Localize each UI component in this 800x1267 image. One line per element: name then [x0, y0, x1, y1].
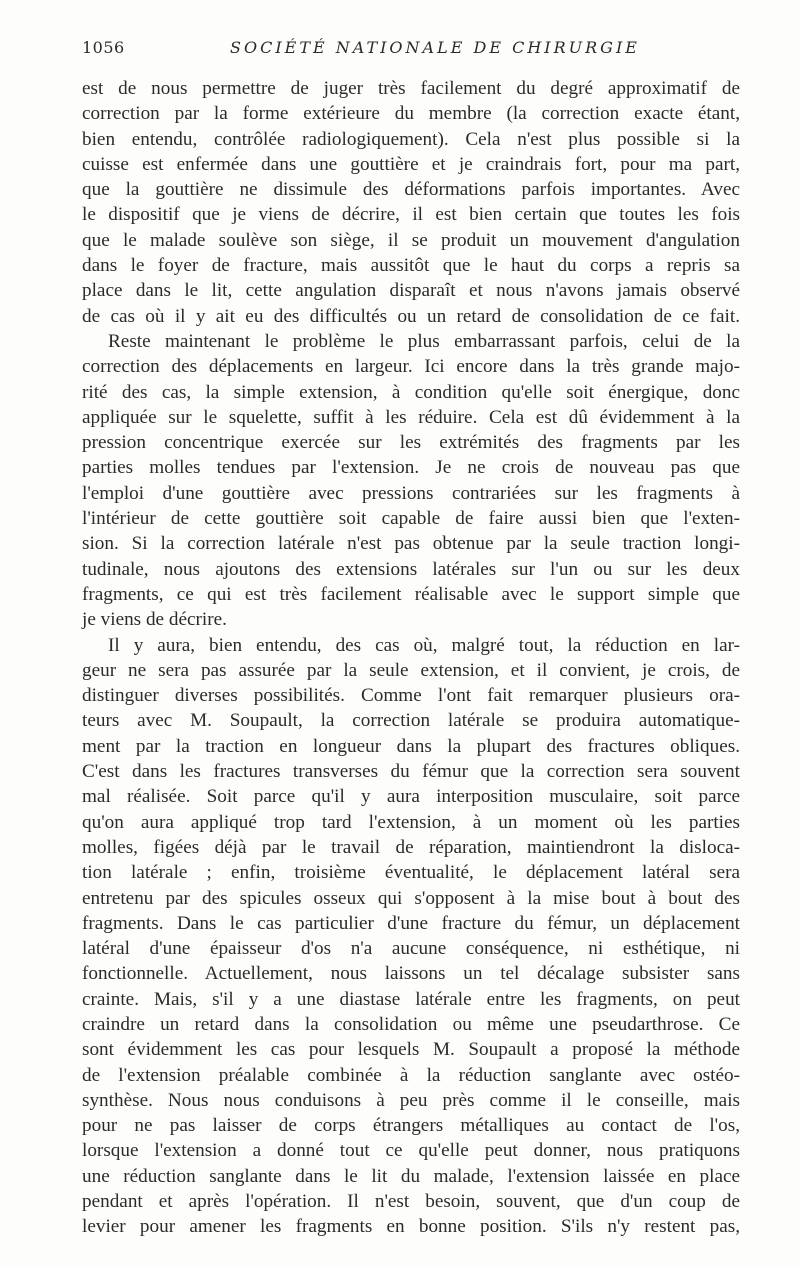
running-title: SOCIÉTÉ NATIONALE DE CHIRURGIE [230, 38, 640, 57]
text-line: pression concentrique exercée sur les extrémités des fragments par les [82, 432, 740, 454]
text-line: latéral d'une épaisseur d'os n'a aucune conséquence, ni esthétique, ni [82, 938, 740, 960]
text-line: C'est dans les fractures transverses du fémur que la correction sera souvent [82, 761, 740, 783]
text-line: l'emploi d'une gouttière avec pressions contrariées sur les fragments à [82, 482, 740, 504]
text-line: geur ne sera pas assurée par la seule extension, et il convient, je crois, de [82, 659, 740, 681]
text-line: levier pour amener les fragments en bonne position. S'ils n'y restent pas, [82, 1216, 740, 1238]
text-line: sont évidemment les cas pour lesquels M. Soupault a proposé la méthode [82, 1039, 740, 1061]
paragraph-1 [82, 76, 740, 329]
text-line: rité des cas, la simple extension, à condition qu'elle soit énergique, donc [82, 381, 740, 403]
text-line: qu'on aura appliqué trop tard l'extension, à un moment où les parties [82, 811, 740, 833]
page-number: 1056 [82, 38, 125, 57]
text-line: parties molles tendues par l'extension. Je ne crois de nouveau pas que [82, 457, 740, 479]
text-line: fonctionnelle. Actuellement, nous laissons un tel décalage subsister sans [82, 963, 740, 985]
text-line: fragments, ce qui est très facilement réalisable avec le support simple que [82, 583, 740, 605]
text-line: Il y aura, bien entendu, des cas où, malgré tout, la réduction en lar- [108, 634, 740, 656]
paragraph-2 [82, 329, 740, 633]
text-line: que la gouttière ne dissimule des déformations parfois importantes. Avec [82, 179, 740, 201]
text-line: place dans le lit, cette angulation disparaît et nous n'avons jamais observé [82, 280, 740, 302]
text-line: dans le foyer de fracture, mais aussitôt que le haut du corps a repris sa [82, 255, 740, 277]
text-line: tion latérale ; enfin, troisième éventualité, le déplacement latéral sera [82, 862, 740, 884]
text-line: mal réalisée. Soit parce qu'il y aura interposition musculaire, soit parce [82, 786, 740, 808]
text-line: de l'extension préalable combinée à la réduction sanglante avec ostéo- [82, 1064, 740, 1086]
text-line: une réduction sanglante dans le lit du malade, l'extension laissée en place [82, 1165, 740, 1187]
text-line: synthèse. Nous nous conduisons à peu près comme il le conseille, mais [82, 1089, 740, 1111]
text-line: teurs avec M. Soupault, la correction latérale se produira automatique- [82, 710, 740, 732]
text-line: lorsque l'extension a donné tout ce qu'elle peut donner, nous pratiquons [82, 1140, 740, 1162]
text-line: tudinale, nous ajoutons des extensions latérales sur l'un ou sur les deux [82, 558, 740, 580]
text-line: crainte. Mais, s'il y a une diastase latérale entre les fragments, on peut [82, 988, 740, 1010]
text-line: est de nous permettre de juger très facilement du degré approximatif de [82, 78, 740, 99]
text-line: correction par la forme extérieure du membre (la correction exacte étant, [82, 103, 740, 125]
text-line: l'intérieur de cette gouttière soit capable de faire aussi bien que l'exten- [82, 508, 740, 530]
text-line: que le malade soulève son siège, il se produit un mouvement d'angulation [82, 229, 740, 251]
page-header [82, 38, 740, 62]
text-line: Reste maintenant le problème le plus embarrassant parfois, celui de la [108, 330, 740, 352]
text-line: craindre un retard dans la consolidation ou même une pseudarthrose. Ce [82, 1013, 740, 1035]
text-line: ment par la traction en longueur dans la plupart des fractures obliques. [82, 735, 740, 757]
text-line: bien entendu, contrôlée radiologiquement). Cela n'est plus possible si la [82, 128, 740, 150]
text-line: correction des déplacements en largeur. Ici encore dans la très grande majo- [82, 356, 740, 378]
text-line: cuisse est enfermée dans une gouttière et je craindrais fort, pour ma part, [82, 153, 740, 175]
text-line: pendant et après l'opération. Il n'est besoin, souvent, que d'un coup de [82, 1191, 740, 1213]
paragraph-3 [82, 633, 740, 1240]
text-line: de cas où il y ait eu des difficultés ou un retard de consolidation de ce fait. [82, 305, 740, 327]
text-line: entretenu par des spicules osseux qui s'opposent à la mise bout à bout des [82, 887, 740, 909]
text-line: je viens de décrire. [82, 609, 227, 631]
text-line: fragments. Dans le cas particulier d'une fracture du fémur, un déplacement [82, 912, 740, 934]
text-line: molles, figées déjà par le travail de réparation, maintiendront la disloca- [82, 836, 740, 858]
text-line: le dispositif que je viens de décrire, il est bien certain que toutes les fois [82, 204, 740, 226]
body-text [82, 76, 740, 1240]
text-line: appliquée sur le squelette, suffit à les réduire. Cela est dû évidemment à la [82, 406, 740, 428]
text-line: pour ne pas laisser de corps étrangers métalliques au contact de l'os, [82, 1115, 740, 1137]
text-line: sion. Si la correction latérale n'est pas obtenue par la seule traction longi- [82, 533, 740, 555]
text-line: distinguer diverses possibilités. Comme l'ont fait remarquer plusieurs ora- [82, 685, 740, 707]
